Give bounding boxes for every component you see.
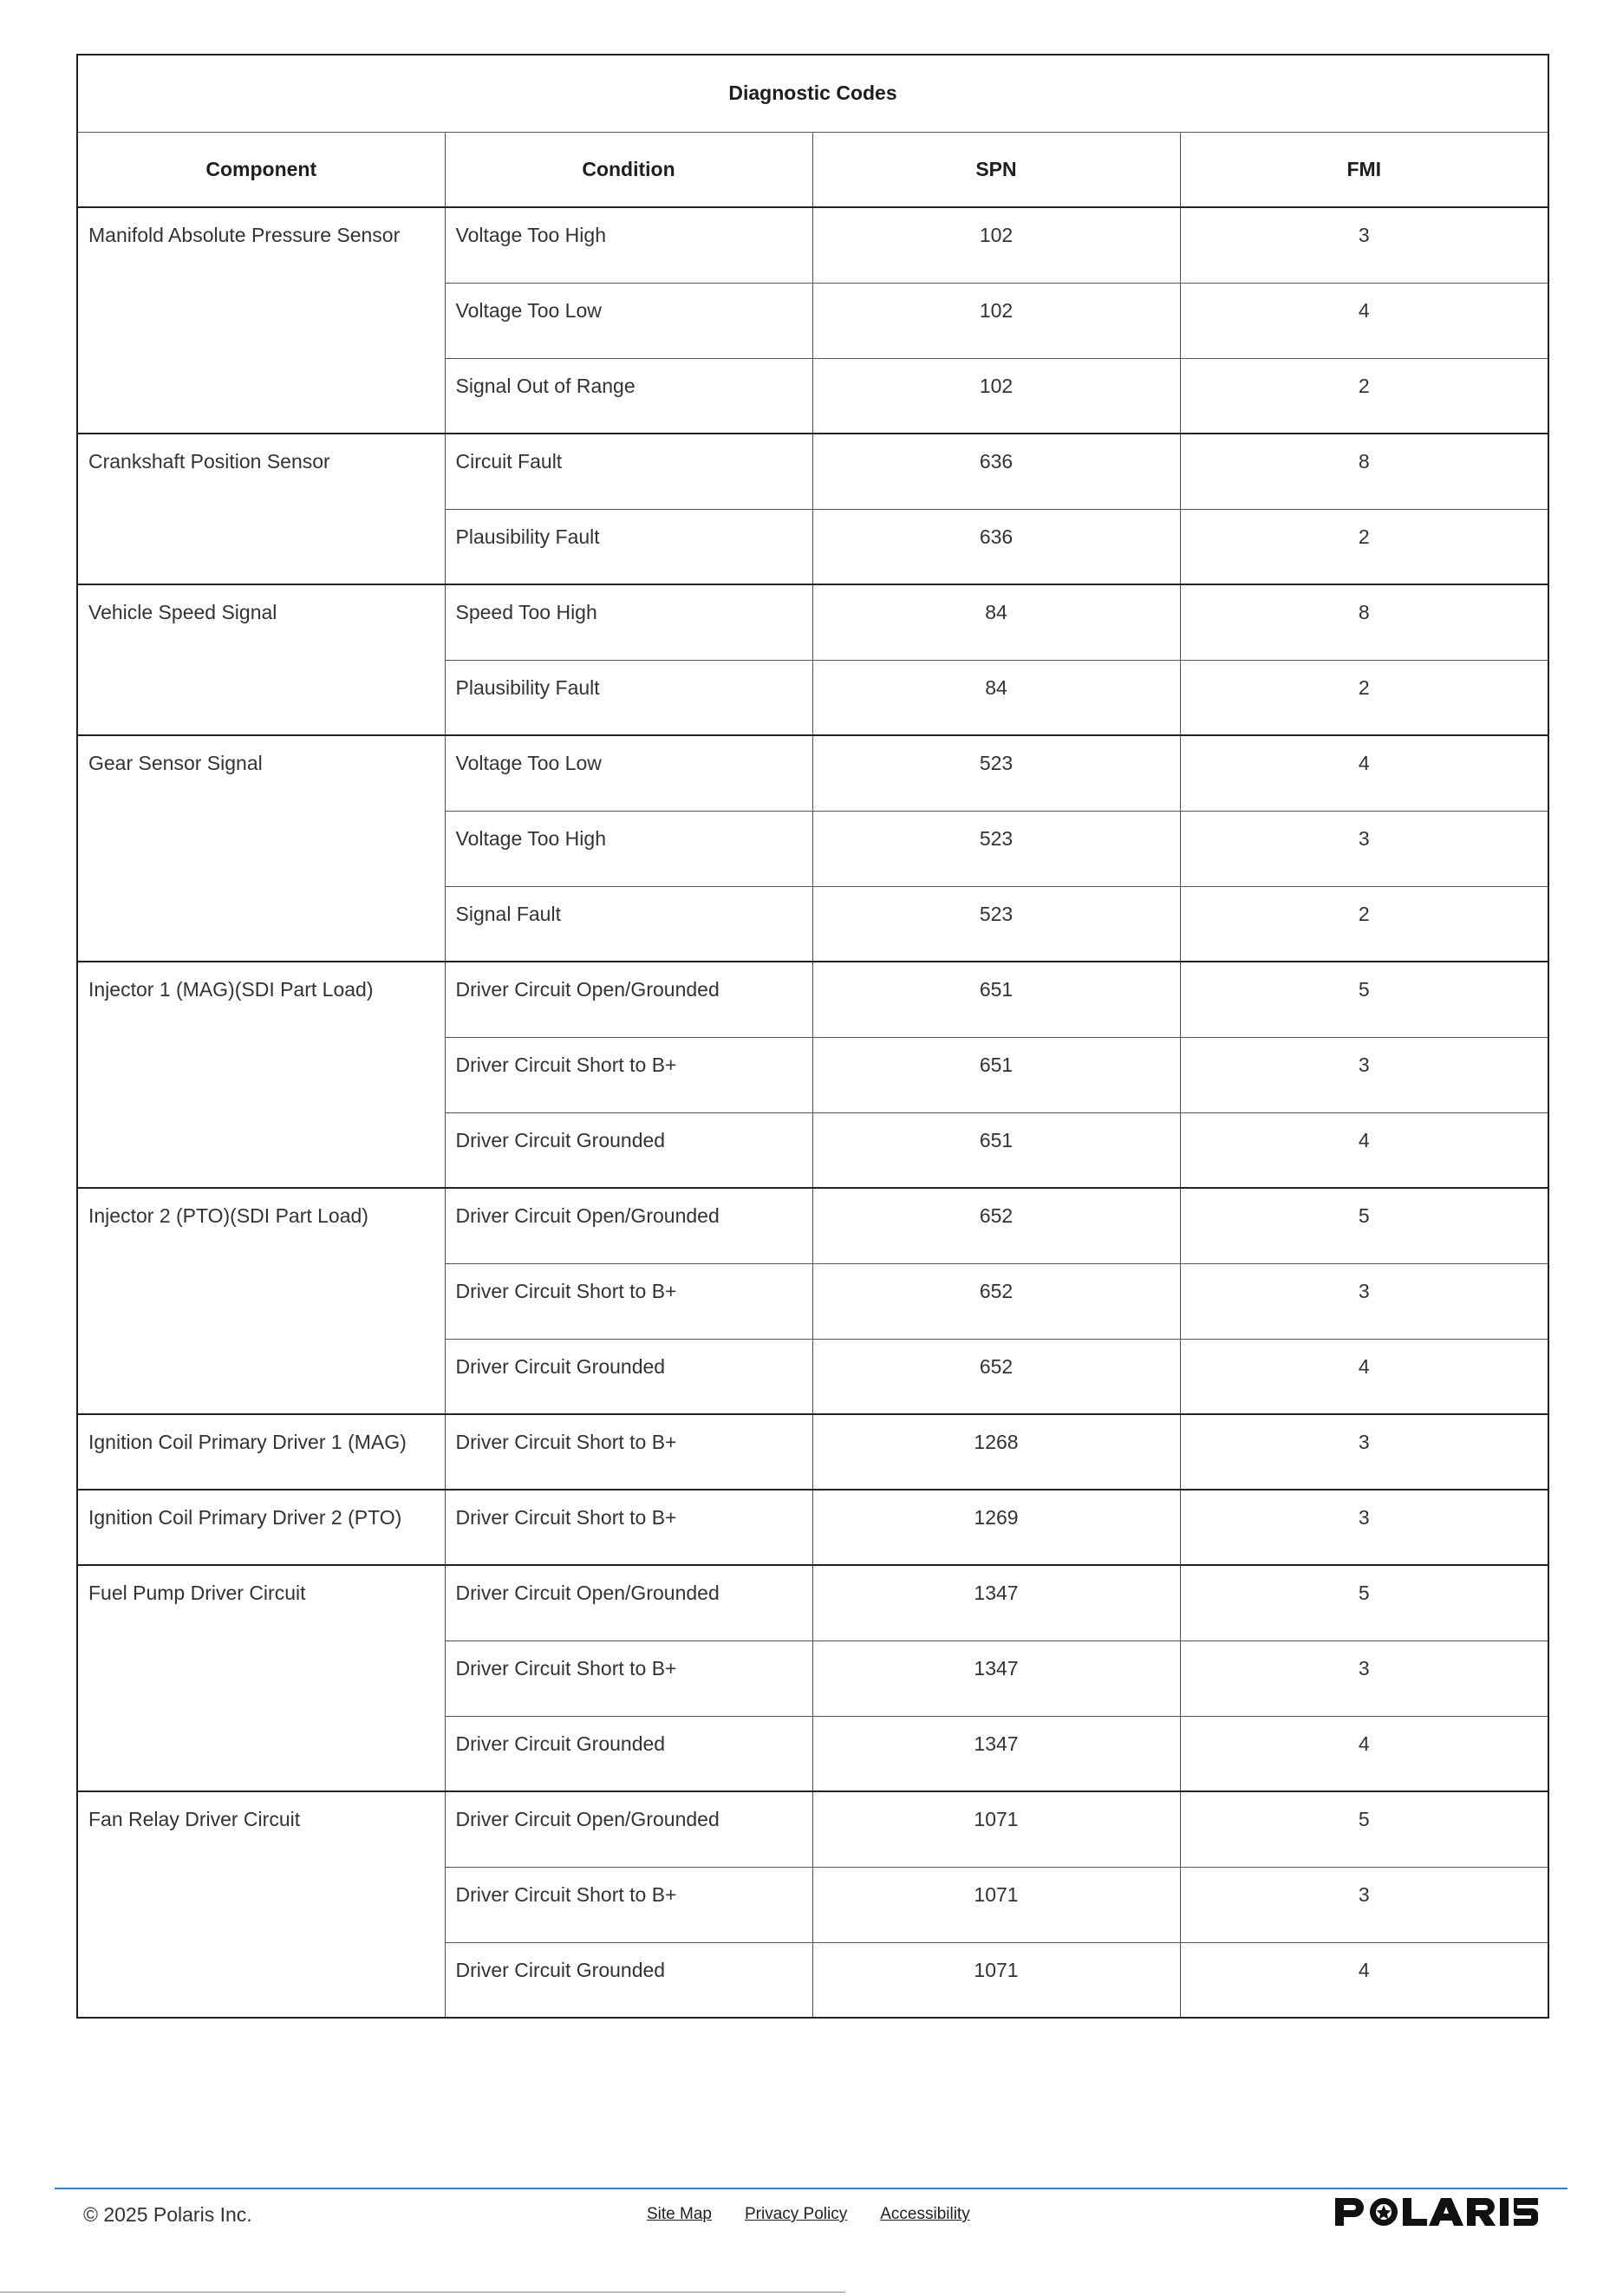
condition-cell: Driver Circuit Grounded [445,1942,812,2018]
fmi-cell: 2 [1180,358,1548,434]
spn-cell: 1071 [812,1942,1180,2018]
condition-cell: Voltage Too High [445,207,812,283]
spn-cell: 652 [812,1263,1180,1339]
fmi-cell: 3 [1180,1867,1548,1942]
fmi-cell: 3 [1180,1640,1548,1716]
header-condition: Condition [445,132,812,207]
condition-cell: Driver Circuit Grounded [445,1112,812,1188]
table-row [77,584,1548,660]
fmi-cell: 3 [1180,1490,1548,1565]
fmi-cell: 8 [1180,584,1548,660]
spn-cell: 651 [812,1037,1180,1112]
component-cell: Injector 2 (PTO)(SDI Part Load) [77,1188,445,1414]
component-cell: Injector 1 (MAG)(SDI Part Load) [77,962,445,1188]
component-cell: Fan Relay Driver Circuit [77,1791,445,2018]
spn-cell: 1347 [812,1565,1180,1640]
component-cell: Ignition Coil Primary Driver 2 (PTO) [77,1490,445,1565]
spn-cell: 84 [812,660,1180,735]
condition-cell: Driver Circuit Short to B+ [445,1490,812,1565]
condition-cell: Driver Circuit Short to B+ [445,1867,812,1942]
footer-links [647,2205,970,2224]
spn-cell: 651 [812,962,1180,1037]
fmi-cell: 2 [1180,660,1548,735]
fmi-cell: 4 [1180,1339,1548,1414]
condition-cell: Driver Circuit Open/Grounded [445,1791,812,1867]
condition-cell: Driver Circuit Open/Grounded [445,1565,812,1640]
spn-cell: 523 [812,735,1180,811]
condition-cell: Driver Circuit Grounded [445,1339,812,1414]
table-row [77,1188,1548,1263]
condition-cell: Driver Circuit Short to B+ [445,1263,812,1339]
component-cell: Gear Sensor Signal [77,735,445,962]
spn-cell: 1347 [812,1640,1180,1716]
fmi-cell: 5 [1180,1188,1548,1263]
page-footer [0,2189,1623,2241]
fmi-cell: 3 [1180,1263,1548,1339]
diagnostic-codes-section [76,54,1548,2019]
table-row [77,1490,1548,1565]
fmi-cell: 2 [1180,886,1548,962]
polaris-logo[interactable] [1333,2195,1540,2229]
spn-cell: 1268 [812,1414,1180,1490]
table-caption: Diagnostic Codes [77,55,1548,132]
fmi-cell: 2 [1180,509,1548,584]
privacy-policy-link[interactable]: Privacy Policy [744,2205,848,2223]
table-row [77,1414,1548,1490]
fmi-cell: 3 [1180,207,1548,283]
spn-cell: 636 [812,434,1180,509]
fmi-cell: 3 [1180,1037,1548,1112]
spn-cell: 102 [812,207,1180,283]
table-row [77,1565,1548,1640]
condition-cell: Driver Circuit Short to B+ [445,1640,812,1716]
spn-cell: 102 [812,358,1180,434]
site-map-link[interactable]: Site Map [647,2205,712,2223]
copyright-text: © 2025 Polaris Inc. [83,2203,252,2226]
component-cell: Manifold Absolute Pressure Sensor [77,207,445,434]
header-component: Component [77,132,445,207]
condition-cell: Driver Circuit Open/Grounded [445,1188,812,1263]
fmi-cell: 5 [1180,1565,1548,1640]
condition-cell: Plausibility Fault [445,660,812,735]
spn-cell: 652 [812,1188,1180,1263]
spn-cell: 636 [812,509,1180,584]
table-row [77,1791,1548,1867]
condition-cell: Driver Circuit Grounded [445,1716,812,1791]
spn-cell: 652 [812,1339,1180,1414]
spn-cell: 84 [812,584,1180,660]
header-fmi: FMI [1180,132,1548,207]
spn-cell: 1071 [812,1791,1180,1867]
condition-cell: Voltage Too Low [445,283,812,358]
spn-cell: 1071 [812,1867,1180,1942]
condition-cell: Plausibility Fault [445,509,812,584]
condition-cell: Voltage Too Low [445,735,812,811]
fmi-cell: 5 [1180,962,1548,1037]
table-row [77,735,1548,811]
diagnostic-codes-table [76,54,1549,2019]
component-cell: Crankshaft Position Sensor [77,434,445,584]
fmi-cell: 4 [1180,735,1548,811]
fmi-cell: 3 [1180,1414,1548,1490]
header-spn: SPN [812,132,1180,207]
table-row [77,207,1548,283]
condition-cell: Signal Fault [445,886,812,962]
component-cell: Vehicle Speed Signal [77,584,445,735]
table-row [77,434,1548,509]
table-body [77,207,1548,2018]
page-bottom-edge [0,2292,845,2293]
condition-cell: Driver Circuit Short to B+ [445,1414,812,1490]
component-cell: Ignition Coil Primary Driver 1 (MAG) [77,1414,445,1490]
fmi-cell: 5 [1180,1791,1548,1867]
condition-cell: Signal Out of Range [445,358,812,434]
condition-cell: Driver Circuit Open/Grounded [445,962,812,1037]
spn-cell: 523 [812,811,1180,886]
condition-cell: Circuit Fault [445,434,812,509]
fmi-cell: 3 [1180,811,1548,886]
condition-cell: Speed Too High [445,584,812,660]
fmi-cell: 4 [1180,283,1548,358]
spn-cell: 1269 [812,1490,1180,1565]
fmi-cell: 8 [1180,434,1548,509]
spn-cell: 651 [812,1112,1180,1188]
spn-cell: 523 [812,886,1180,962]
condition-cell: Voltage Too High [445,811,812,886]
spn-cell: 1347 [812,1716,1180,1791]
fmi-cell: 4 [1180,1716,1548,1791]
fmi-cell: 4 [1180,1942,1548,2018]
table-row [77,962,1548,1037]
accessibility-link[interactable]: Accessibility [880,2205,970,2223]
fmi-cell: 4 [1180,1112,1548,1188]
spn-cell: 102 [812,283,1180,358]
component-cell: Fuel Pump Driver Circuit [77,1565,445,1791]
condition-cell: Driver Circuit Short to B+ [445,1037,812,1112]
